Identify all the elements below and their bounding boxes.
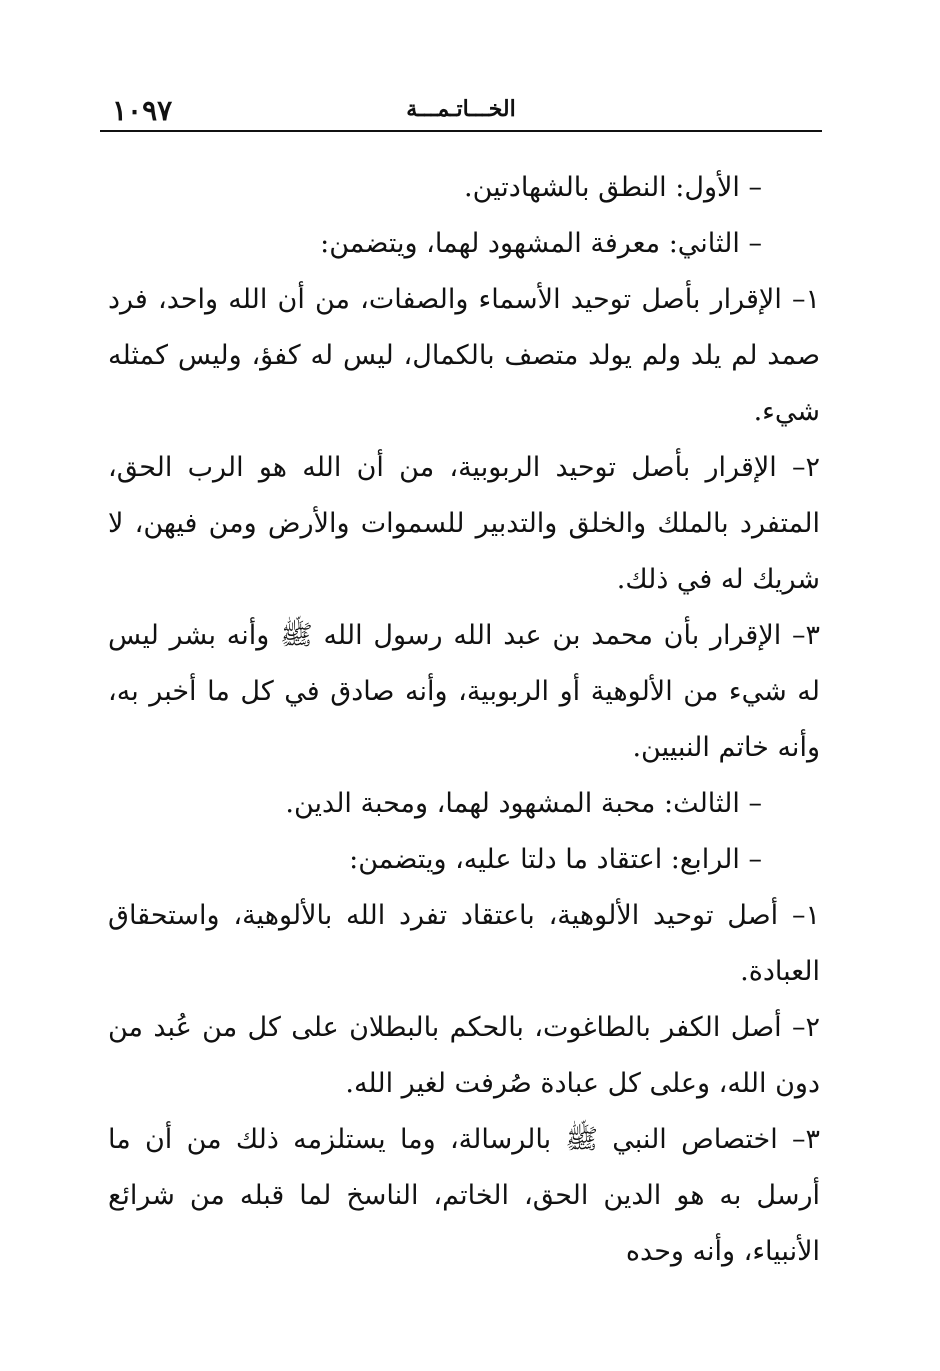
paragraph-item-names-attributes: ١– الإقرار بأصل توحيد الأسماء والصفات، من أن الله واحد، فرد صمد لم يلد ولم يولد متصف بالكمال، ليس له كفؤ، وليس كمثله شيء. [108, 284, 820, 427]
paragraph-item-message: ٣– اختصاص النبي ﷺ بالرسالة، وما يستلزمه ذلك من أن ما أرسل به هو الدين الحق، الخاتم، الناسخ لما قبله من شرائع الأنبياء، وأنه وحده [108, 1124, 820, 1267]
paragraph-item-prophet: ٣– الإقرار بأن محمد بن عبد الله رسول الله ﷺ وأنه بشر ليس له شيء من الألوهية أو الربوبية، وأنه صادق في كل ما أخبر به، وأنه خاتم النبيين. [108, 620, 820, 763]
page-number: ١٠٩٧ [112, 94, 173, 127]
body-text [108, 160, 820, 1280]
page-header [100, 94, 822, 132]
paragraph-fourth: – الرابع: اعتقاد ما دلتا عليه، ويتضمن: [349, 844, 762, 875]
paragraph-second: – الثاني: معرفة المشهود لهما، ويتضمن: [320, 228, 762, 259]
running-title: الخـــاتـمـــة [406, 96, 516, 122]
paragraph-item-divinity: ١– أصل توحيد الألوهية، باعتقاد تفرد الله بالألوهية، واستحقاق العبادة. [108, 900, 820, 987]
paragraph-item-lordship: ٢– الإقرار بأصل توحيد الربوبية، من أن الله هو الرب الحق، المتفرد بالملك والخلق والتدبير للسموات والأرض ومن فيهن، لا شريك له في ذلك. [108, 452, 820, 595]
paragraph-item-taghut: ٢– أصل الكفر بالطاغوت، بالحكم بالبطلان على كل من عُبد من دون الله، وعلى كل عبادة صُرفت لغير الله. [108, 1012, 820, 1099]
paragraph-third: – الثالث: محبة المشهود لهما، ومحبة الدين. [285, 788, 762, 819]
paragraph-first: – الأول: النطق بالشهادتين. [464, 172, 762, 203]
